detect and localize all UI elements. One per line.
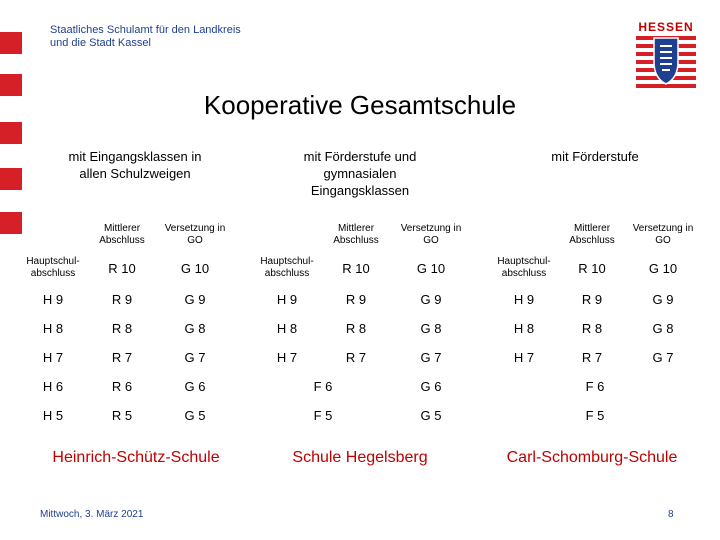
- table-row: Hauptschul-abschluss R 10 G 10: [26, 256, 210, 279]
- accent-bar-4: [0, 168, 22, 190]
- table-row: H 8 R 8 G 8: [513, 321, 674, 336]
- table-row: Hauptschul-abschluss R 10 G 10: [260, 256, 446, 279]
- school-name-3: Carl-Schomburg-Schule: [506, 449, 678, 466]
- column-heading-1: mit Eingangsklassen in allen Schulzweigen: [68, 149, 202, 181]
- accent-bar-3: [0, 122, 22, 144]
- authority-line-1: Staatliches Schulamt für den Landkreis: [50, 24, 241, 36]
- hessen-crest-icon: [636, 34, 696, 94]
- table-row: H 8 R 8 G 8: [42, 321, 206, 336]
- hessen-logo: [636, 20, 696, 99]
- column-heading-2: mit Förderstufe und gymnasialen Eingangsklassen: [303, 149, 417, 198]
- page-number: 8: [668, 509, 674, 520]
- header-versetzung-go: Versetzung in GO: [400, 223, 462, 246]
- header-mittlerer-abschluss: Mittlerer Abschluss: [569, 223, 615, 246]
- header-versetzung-go: Versetzung in GO: [632, 223, 694, 246]
- header-versetzung-go: Versetzung in GO: [164, 223, 226, 246]
- hessen-logo-text: HESSEN: [638, 20, 694, 34]
- school-name-1: Heinrich-Schütz-Schule: [52, 449, 220, 466]
- table-heinrich-schuetz: [20, 219, 232, 430]
- page-title: Kooperative Gesamtschule: [203, 90, 517, 120]
- accent-bar-5: [0, 212, 22, 234]
- table-row: F 6: [585, 379, 605, 394]
- table-row: H 7 R 7 G 7: [42, 350, 206, 365]
- accent-bar-1: [0, 32, 22, 54]
- footer-date: Mittwoch, 3. März 2021: [40, 509, 144, 520]
- table-carl-schomburg: [490, 219, 700, 430]
- table-row: F 5 G 5: [313, 408, 442, 423]
- table-row: Hauptschul-abschluss R 10 G 10: [497, 256, 678, 279]
- table-row: H 7 R 7 G 7: [513, 350, 674, 365]
- table-row: H 9 R 9 G 9: [513, 292, 674, 307]
- table-row: H 6 R 6 G 6: [42, 379, 206, 394]
- header-mittlerer-abschluss: Mittlerer Abschluss: [99, 223, 145, 246]
- table-row: H 9 R 9 G 9: [276, 292, 442, 307]
- table-row: H 7 R 7 G 7: [276, 350, 442, 365]
- table-hegelsberg: [254, 219, 470, 430]
- table-row: F 6 G 6: [313, 379, 442, 394]
- table-row: H 8 R 8 G 8: [276, 321, 442, 336]
- school-name-2: Schule Hegelsberg: [292, 449, 428, 466]
- authority-line-2: und die Stadt Kassel: [50, 37, 151, 49]
- table-row: H 5 R 5 G 5: [42, 408, 206, 423]
- table-row: F 5: [585, 408, 605, 423]
- header-mittlerer-abschluss: Mittlerer Abschluss: [333, 223, 379, 246]
- column-heading-3: mit Förderstufe: [551, 149, 639, 164]
- table-row: H 9 R 9 G 9: [42, 292, 206, 307]
